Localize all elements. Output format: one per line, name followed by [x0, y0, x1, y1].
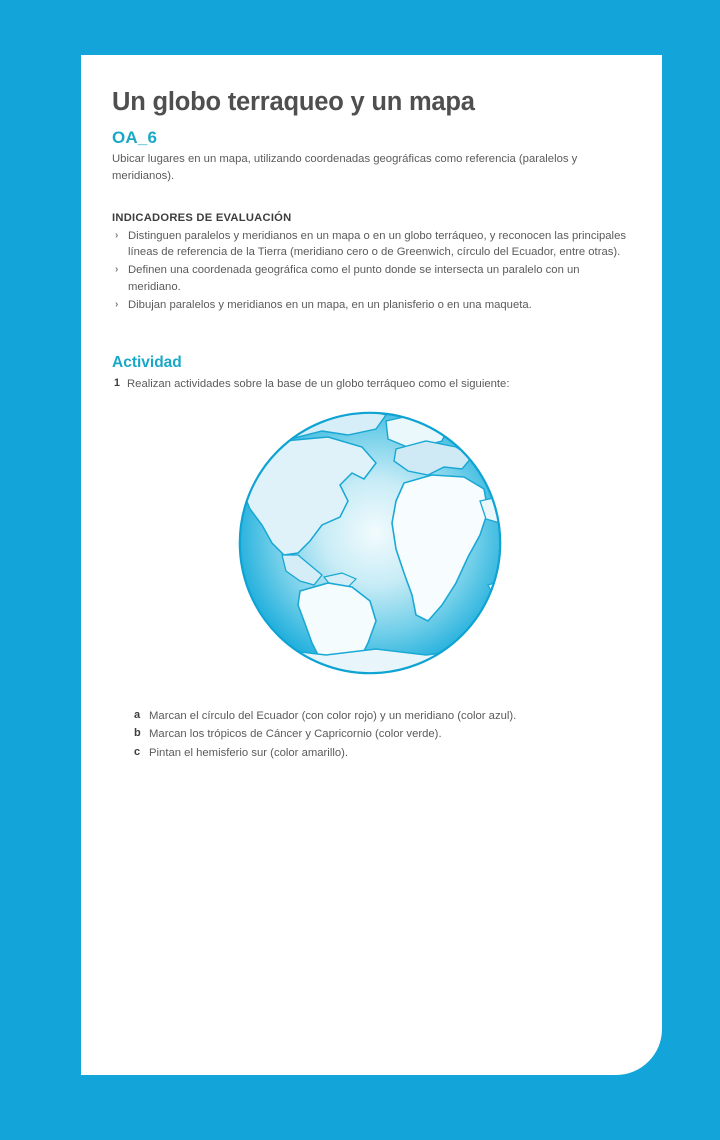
indicators-heading: INDICADORES DE EVALUACIÓN	[112, 211, 292, 224]
indicator-item	[112, 297, 627, 314]
indicator-text: Distinguen paralelos y meridianos en un mapa o en un globo terráqueo, y reconocen las principales líneas de referencia de la Tierra (meridiano cero o de Greenwich, círculo del Ecuador, entre otras).	[128, 229, 626, 259]
activity-steps-list	[112, 707, 627, 762]
indicator-text: Dibujan paralelos y meridianos en un mapa, en un planisferio o en una maqueta.	[128, 298, 532, 311]
step-text: Pintan el hemisferio sur (color amarillo).	[149, 746, 349, 759]
objective-description: Ubicar lugares en un mapa, utilizando coordenadas geográficas como referencia (paralelos y meridianos).	[112, 153, 578, 183]
indicator-text: Definen una coordenada geográfica como el punto donde se intersecta un paralelo con un meridiano.	[128, 264, 580, 293]
step-marker: a	[134, 709, 141, 722]
activity-heading: Actividad	[112, 354, 182, 372]
activity-step	[134, 707, 627, 725]
activity-step	[134, 744, 627, 762]
worksheet-card	[81, 55, 662, 1075]
activity-intro	[112, 376, 627, 393]
objective-code: OA_6	[112, 128, 158, 148]
step-text: Marcan el círculo del Ecuador (con color rojo) y un meridiano (color azul).	[149, 710, 517, 723]
asia-landmass	[466, 441, 504, 463]
globe-illustration-container	[112, 405, 627, 681]
activity-step	[134, 725, 627, 743]
step-marker: c	[134, 745, 141, 758]
activity-intro-text: Realizan actividades sobre la base de un globo terráqueo como el siguiente:	[127, 378, 510, 391]
page-title: Un globo terraqueo y un mapa	[112, 88, 475, 116]
chevron-right-icon: ›	[115, 298, 119, 310]
indicator-item	[112, 262, 627, 295]
antarctica-landmass	[236, 649, 504, 681]
worksheet-content	[112, 88, 627, 762]
activity-number: 1	[114, 377, 120, 390]
step-text: Marcan los trópicos de Cáncer y Capricornio (color verde).	[149, 728, 442, 741]
indicator-item	[112, 228, 627, 261]
globe-earth-illustration	[236, 405, 504, 681]
indicators-list	[112, 228, 627, 314]
chevron-right-icon: ›	[115, 264, 119, 276]
step-marker: b	[134, 727, 141, 740]
chevron-right-icon: ›	[115, 229, 119, 241]
